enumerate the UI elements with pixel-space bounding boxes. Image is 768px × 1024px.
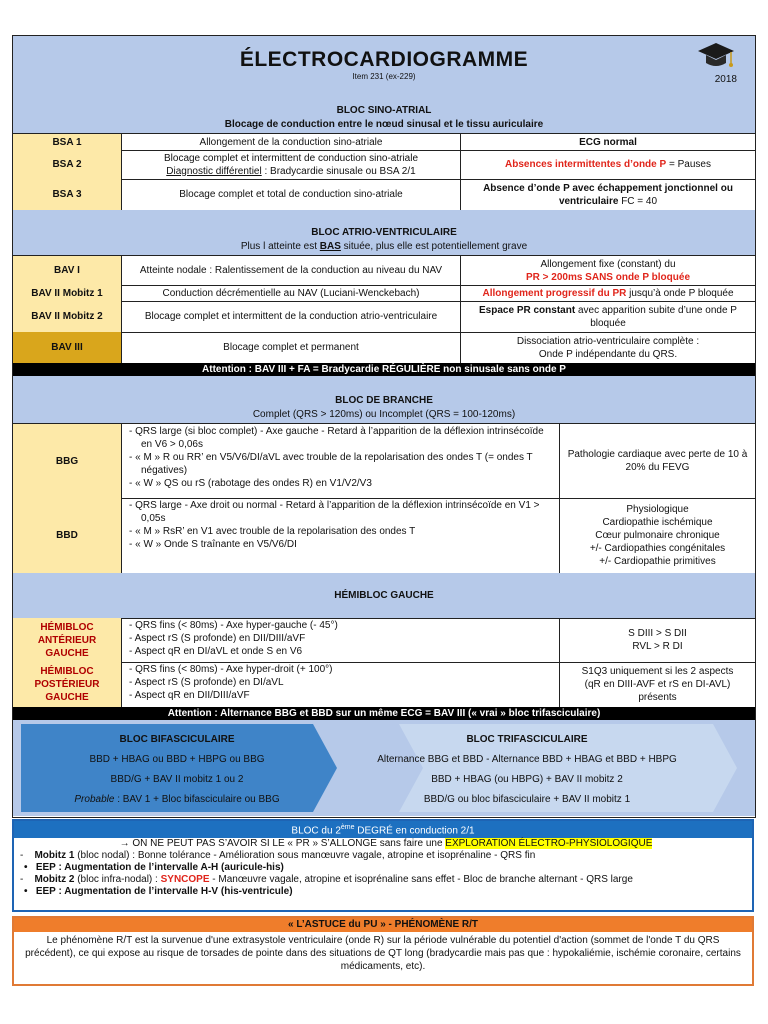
sa-subtitle: Blocage de conduction entre le nœud sinusal et le tissu auriculaire <box>224 119 544 130</box>
bbd-note: Cœur pulmonaire chronique <box>595 530 720 541</box>
row-bbg <box>13 424 755 499</box>
bifascicular-block <box>27 730 327 810</box>
bav2m1-ecg <box>460 285 755 301</box>
row-bav2-mobitz2 <box>13 301 755 333</box>
bbg-item: - QRS large (si bloc complet) - Axe gauche - Retard à l’apparition de la déflexion intrinsécoïde en V6 > 0,06s <box>129 426 544 450</box>
row-bsa2 <box>13 150 755 180</box>
box-phenomene-rt <box>12 916 754 986</box>
row-bsa3 <box>13 179 755 211</box>
section-atrio-ventriculaire <box>13 210 755 256</box>
label-hemibloc-posterieur: HÉMIBLOC POSTÉRIEUR GAUCHE <box>13 662 121 707</box>
trifascicular-line: Alternance BBG et BBD - Alternance BBD + HBAG et BBD + HBPG <box>377 754 677 765</box>
graduation-cap-icon <box>697 40 735 72</box>
bifascicular-title: BLOC BIFASCICULAIRE <box>119 734 235 745</box>
bav2m1-ecg-rest: jusqu’à onde P bloquée <box>626 287 734 299</box>
label-bav3: BAV III <box>13 332 121 363</box>
bsa1-desc: Allongement de la conduction sino-atriale <box>121 134 460 150</box>
row-bav3 <box>13 332 755 364</box>
section-hemibloc-gauche <box>13 573 755 619</box>
header <box>13 36 755 91</box>
av-sub-post: située, plus elle est potentiellement grave <box>340 241 528 252</box>
bsa1-ecg: ECG normal <box>460 134 755 150</box>
av-sub-pre: Plus l atteinte est <box>240 241 320 252</box>
bsa2-diag <box>166 165 415 178</box>
rt-text: Le phénomène R/T est la survenue d'une extrasystole ventriculaire (onde R) sur la période vulnérable du potentiel d'action (sommet de l'onde T du QRS précédent), ce qui expose au risque de torsades de pointe dans des situations de QT long (bradycardie mais pas que : hypokaliémie, ischémie coronaire, certains médicaments, etc). <box>25 935 741 972</box>
hba-list <box>121 618 559 662</box>
trifascicular-line: BBD + HBAG (ou HBPG) + BAV II mobitz 2 <box>431 774 623 785</box>
label-hemibloc-anterieur: HÉMIBLOC ANTÉRIEUR GAUCHE <box>13 618 121 662</box>
bsa2-desc <box>121 150 460 179</box>
attention-alternance: Attention : Alternance BBG et BBD sur un même ECG = BAV III (« vrai » bloc trifasciculaire) <box>13 707 755 720</box>
year: 2018 <box>714 74 737 85</box>
bsa3-ecg <box>460 179 755 210</box>
bav3-ecg-line2: Onde P indépendante du QRS. <box>538 348 678 360</box>
bav2m1-ecg-red: Allongement progressif du PR <box>482 287 627 299</box>
trifascicular-title: BLOC TRIFASCICULAIRE <box>466 734 588 745</box>
bb-title: BLOC DE BRANCHE <box>335 395 433 406</box>
bav2m2-ecg <box>460 301 755 332</box>
bbd-note: +/- Cardiopathie primitives <box>599 556 716 567</box>
label-bav1: BAV I <box>13 256 121 285</box>
deg2-mobitz1: - Mobitz 1 (bloc nodal) : Bonne tolérance - Amélioration sous manœuvre vagale, atropine et isoprénaline - QRS fin <box>20 850 536 862</box>
hb-title: HÉMIBLOC GAUCHE <box>334 590 434 601</box>
hbp-item: - QRS fins (< 80ms) - Axe hyper-droit (+ 100°) <box>129 664 333 675</box>
bbg-item: - « W » QS ou rS (rabotage des ondes R) en V1/V2/V3 <box>129 478 372 489</box>
bav2m2-desc: Blocage complet et intermittent de la conduction atrio-ventriculaire <box>121 301 460 332</box>
row-bsa1 <box>13 134 755 151</box>
diag-label: Diagnostic différentiel <box>166 165 262 177</box>
label-bbd: BBD <box>13 498 121 573</box>
bav1-ecg <box>460 256 755 285</box>
row-hemibloc-posterieur <box>13 662 755 708</box>
hba-note: RVL > R DI <box>632 641 683 652</box>
bbd-item: - QRS large - Axe droit ou normal - Retard à l’apparition de la déflexion intrinsécoïde en V1 > 0,05s <box>129 500 540 524</box>
row-bav2-mobitz1 <box>13 285 755 302</box>
bav2m2-ecg-rest: avec apparition subite d’une onde P bloquée <box>575 304 737 329</box>
label-bav2-mobitz2: BAV II Mobitz 2 <box>13 301 121 332</box>
box-bloc-2e-degre <box>12 819 754 912</box>
deg2-line1: → ON NE PEUT PAS S’AVOIR SI LE « PR » S’ALLONGE sans faire une EXPLORATION ÉLECTRO-PHYSIOLOGIQUE <box>119 838 653 850</box>
bb-subtitle: Complet (QRS > 120ms) ou Incomplet (QRS = 100-120ms) <box>252 409 516 420</box>
bsa2-ecg-red: Absences intermittentes d’onde P <box>505 159 667 170</box>
bav1-ecg-line2: PR > 200ms SANS onde P bloquée <box>525 271 691 283</box>
label-bbg: BBG <box>13 424 121 498</box>
hbp-item: - Aspect qR en DII/DIII/aVF <box>129 690 250 701</box>
bbd-note: Physiologique <box>626 504 689 515</box>
av-sub-bas: BAS <box>319 241 341 252</box>
attention-bav3-fa: Attention : BAV III + FA = Bradycardie RÉGULIÈRE non sinusale sans onde P <box>13 363 755 376</box>
page-title: ÉLECTROCARDIOGRAMME <box>239 48 529 71</box>
bav3-ecg-line1: Dissociation atrio-ventriculaire complète : <box>516 335 700 347</box>
bifascicular-probable: Probable : BAV 1 + Bloc bifasciculaire ou BBG <box>74 794 280 805</box>
bbg-note: Pathologie cardiaque avec perte de 10 à 20% du FEVG <box>559 424 755 498</box>
label-bsa2: BSA 2 <box>13 150 121 179</box>
bbg-list <box>121 424 559 498</box>
hbp-notes <box>559 662 755 707</box>
hba-item: - Aspect qR en DI/aVL et onde S en V6 <box>129 646 303 657</box>
bsa3-ecg-bold: Absence d’onde P avec échappement jonctionnel ou ventriculaire <box>483 182 733 207</box>
section-sino-atrial <box>13 90 755 134</box>
deg2-eep1: • EEP : Augmentation de l’intervalle A-H (auricule-his) <box>24 862 284 874</box>
label-bsa1: BSA 1 <box>13 134 121 150</box>
sa-title: BLOC SINO-ATRIAL <box>336 105 432 116</box>
bsa2-desc-line: Blocage complet et intermittent de conduction sino-atriale <box>163 152 419 164</box>
rt-title: « L’ASTUCE du PU » - PHÉNOMÈNE R/T <box>14 918 752 932</box>
av-title: BLOC ATRIO-VENTRICULAIRE <box>311 227 457 238</box>
deg2-title: BLOC du 2ème DEGRÉ en conduction 2/1 <box>14 821 752 838</box>
bav2m2-ecg-bold: Espace PR constant <box>479 304 576 316</box>
deg2-mobitz2: - Mobitz 2 (bloc infra-nodal) : SYNCOPE - Manœuvre vagale, atropine et isoprénaline sans effet - Bloc de branche alternant - QRS large <box>20 874 633 886</box>
bav2m1-desc: Conduction décrémentielle au NAV (Luciani-Wenckebach) <box>121 285 460 301</box>
bbd-note: +/- Cardiopathies congénitales <box>589 543 726 554</box>
row-bbd <box>13 498 755 574</box>
av-subtitle <box>241 241 527 252</box>
hba-item: - QRS fins (< 80ms) - Axe hyper-gauche (- 45°) <box>129 620 338 631</box>
bbd-item: - « M » RsR’ en V1 avec trouble de la repolarisation des ondes T <box>129 526 416 537</box>
hba-note: S DIII > S DII <box>628 628 687 639</box>
bsa2-ecg-rest: = Pauses <box>666 159 711 170</box>
label-bav2-mobitz1: BAV II Mobitz 1 <box>13 285 121 301</box>
bsa2-ecg <box>460 150 755 179</box>
page-subtitle: Item 231 (ex-229) <box>352 72 416 81</box>
bbd-note: Cardiopathie ischémique <box>602 517 713 528</box>
bifascicular-line: BBD + HBAG ou BBD + HBPG ou BBG <box>89 754 265 765</box>
ecg-sheet <box>12 35 756 818</box>
bifascicular-line: BBD/G + BAV II mobitz 1 ou 2 <box>110 774 244 785</box>
bav1-desc: Atteinte nodale : Ralentissement de la conduction au niveau du NAV <box>121 256 460 285</box>
trifascicular-block <box>331 730 723 810</box>
section-bloc-de-branche <box>13 376 755 424</box>
hbp-note: présents <box>638 692 677 703</box>
diag-text: : Bradycardie sinusale ou BSA 2/1 <box>261 165 416 177</box>
bbd-item: - « W » Onde S traînante en V5/V6/DI <box>129 539 297 550</box>
row-hemibloc-anterieur <box>13 618 755 663</box>
bbd-list <box>121 498 559 573</box>
deg2-eep2: • EEP : Augmentation de l’intervalle H-V (his-ventricule) <box>24 886 293 898</box>
hba-notes <box>559 618 755 662</box>
row-bav1 <box>13 256 755 286</box>
fascicular-blocks <box>13 720 755 816</box>
hbp-note: S1Q3 uniquement si les 2 aspects <box>581 666 734 677</box>
hbp-note: (qR en DIII-AVF et rS en DI-AVL) <box>584 679 731 690</box>
bbd-notes <box>559 498 755 573</box>
trifascicular-line: BBD/G ou bloc bifasciculaire + BAV II mobitz 1 <box>423 794 631 805</box>
hba-item: - Aspect rS (S profonde) en DII/DIII/aVF <box>129 633 306 644</box>
bav3-ecg <box>460 332 755 363</box>
bav1-ecg-line1: Allongement fixe (constant) du <box>540 258 676 270</box>
label-bsa3: BSA 3 <box>13 179 121 210</box>
hbp-item: - Aspect rS (S profonde) en DI/aVL <box>129 677 284 688</box>
bsa3-ecg-rest: FC = 40 <box>618 195 658 207</box>
bbg-item: - « M » R ou RR’ en V5/V6/DI/aVL avec trouble de la repolarisation des ondes T (= ondes T négatives) <box>129 452 533 476</box>
bav3-desc: Blocage complet et permanent <box>121 332 460 363</box>
hbp-list <box>121 662 559 707</box>
bsa3-desc: Blocage complet et total de conduction sino-atriale <box>121 179 460 210</box>
